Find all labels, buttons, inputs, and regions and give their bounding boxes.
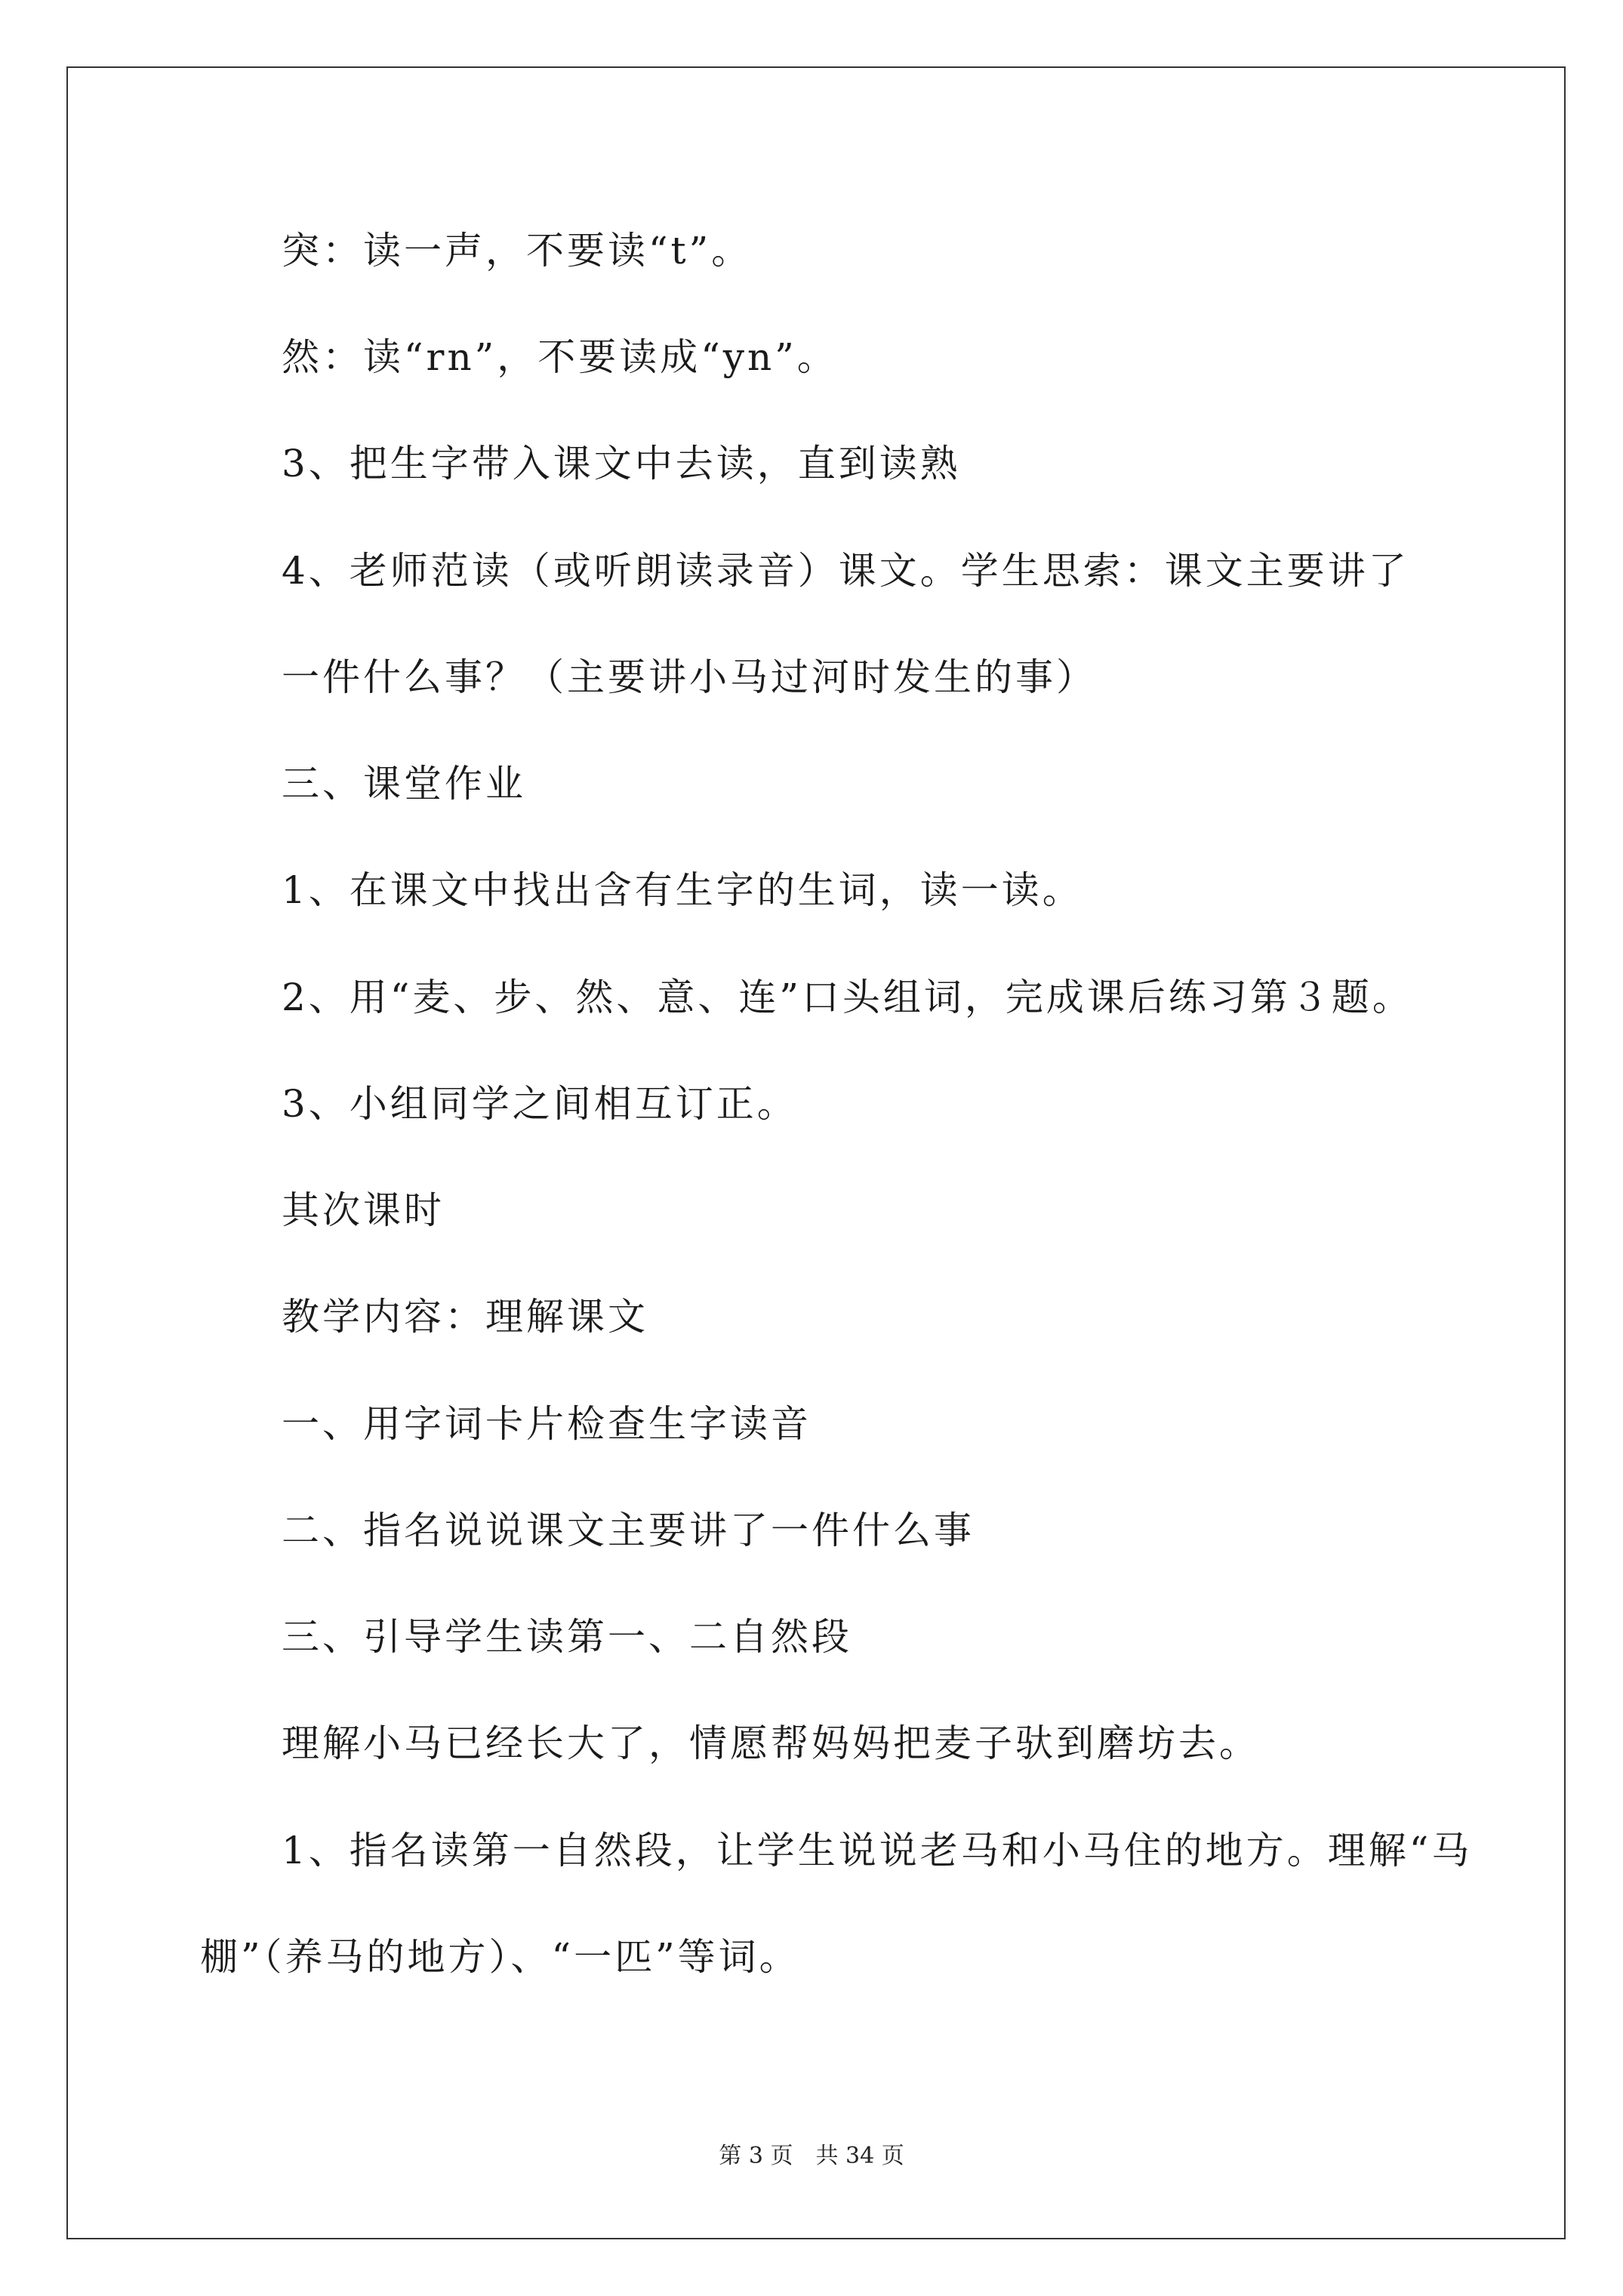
text-line-17: 棚”（养马的地方）、“一匹”等词。 [200,1935,800,1979]
text-line-4: 4、老师范读（或听朗读录音）课文。学生思索：课文主要讲了 [282,549,1409,593]
text-line-3: 3、把生字带入课文中去读，直到读熟 [282,442,961,485]
text-line-10: 其次课时 [282,1188,445,1232]
text-line-2: 然：读“rn”，不要读成“yn”。 [282,335,838,379]
page-number-footer: 第 3 页 共 34 页 [719,2143,904,2169]
text-line-6: 三、课堂作业 [282,762,526,806]
text-line-15: 理解小马已经长大了，情愿帮妈妈把麦子驮到磨坊去。 [282,1721,1260,1765]
text-line-14: 三、引导学生读第一、二自然段 [282,1615,852,1659]
page-border [66,66,1566,2239]
text-line-8: 2、用“麦、步、然、意、连”口头组词，完成课后练习第３题。 [282,975,1413,1019]
text-line-12: 一、用字词卡片检查生字读音 [282,1402,812,1446]
text-line-16: 1、指名读第一自然段，让学生说说老马和小马住的地方。理解“马 [282,1829,1473,1872]
text-line-9: 3、小组同学之间相互订正。 [282,1082,798,1126]
text-line-7: 1、在课文中找出含有生字的生词，读一读。 [282,868,1083,912]
text-line-1: 突：读一声，不要读“t”。 [282,229,753,273]
text-line-11: 教学内容：理解课文 [282,1295,648,1339]
text-line-13: 二、指名说说课文主要讲了一件什么事 [282,1509,975,1552]
text-line-5: 一件什么事？（主要讲小马过河时发生的事） [282,655,1097,699]
